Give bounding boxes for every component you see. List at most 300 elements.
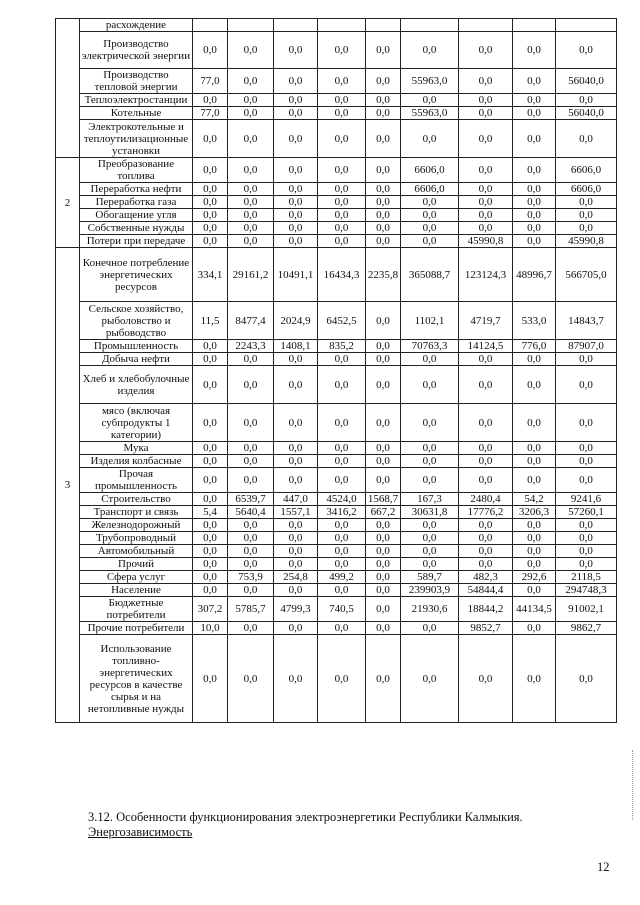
value-cell: 0,0 <box>513 404 556 442</box>
value-cell: 0,0 <box>318 222 366 235</box>
value-cell: 0,0 <box>401 353 459 366</box>
value-cell: 0,0 <box>228 222 274 235</box>
value-cell: 365088,7 <box>401 248 459 302</box>
value-cell: 1568,7 <box>366 493 401 506</box>
value-cell: 294748,3 <box>556 584 617 597</box>
value-cell: 0,0 <box>318 366 366 404</box>
value-cell: 0,0 <box>401 404 459 442</box>
value-cell: 45990,8 <box>556 235 617 248</box>
value-cell: 0,0 <box>556 94 617 107</box>
value-cell: 0,0 <box>513 455 556 468</box>
table-row <box>56 94 617 107</box>
value-cell: 0,0 <box>401 32 459 69</box>
value-cell <box>366 19 401 32</box>
value-cell: 0,0 <box>318 622 366 635</box>
value-cell: 0,0 <box>318 94 366 107</box>
value-cell: 0,0 <box>459 404 513 442</box>
row-label-cell: Теплоэлектростанции <box>80 94 193 107</box>
value-cell: 30631,8 <box>401 506 459 519</box>
value-cell: 0,0 <box>556 404 617 442</box>
value-cell: 0,0 <box>401 558 459 571</box>
value-cell: 0,0 <box>513 120 556 158</box>
table-row <box>56 584 617 597</box>
value-cell: 16434,3 <box>318 248 366 302</box>
value-cell: 0,0 <box>513 107 556 120</box>
value-cell: 0,0 <box>459 107 513 120</box>
value-cell: 753,9 <box>228 571 274 584</box>
value-cell: 0,0 <box>366 32 401 69</box>
value-cell: 0,0 <box>274 353 318 366</box>
value-cell: 0,0 <box>193 545 228 558</box>
value-cell: 0,0 <box>459 545 513 558</box>
energy-balance-table <box>55 18 617 723</box>
value-cell: 5640,4 <box>228 506 274 519</box>
value-cell: 2024,9 <box>274 302 318 340</box>
value-cell: 0,0 <box>401 366 459 404</box>
value-cell: 0,0 <box>366 558 401 571</box>
value-cell: 0,0 <box>556 196 617 209</box>
value-cell: 6606,0 <box>556 158 617 183</box>
row-label-cell: Сельское хозяйство, рыболовство и рыбоводство <box>80 302 193 340</box>
value-cell: 0,0 <box>401 455 459 468</box>
section-number-cell <box>56 19 80 158</box>
value-cell: 0,0 <box>274 69 318 94</box>
value-cell <box>401 19 459 32</box>
row-label-cell: Транспорт и связь <box>80 506 193 519</box>
value-cell: 0,0 <box>318 235 366 248</box>
value-cell: 0,0 <box>401 468 459 493</box>
value-cell: 0,0 <box>366 635 401 723</box>
page-number: 12 <box>597 860 610 874</box>
value-cell <box>193 19 228 32</box>
row-label-cell: Переработка газа <box>80 196 193 209</box>
value-cell: 87907,0 <box>556 340 617 353</box>
value-cell: 0,0 <box>513 158 556 183</box>
value-cell: 0,0 <box>366 94 401 107</box>
value-cell: 0,0 <box>318 635 366 723</box>
value-cell: 18844,2 <box>459 597 513 622</box>
value-cell: 0,0 <box>513 532 556 545</box>
value-cell: 0,0 <box>318 107 366 120</box>
value-cell: 57260,1 <box>556 506 617 519</box>
value-cell: 0,0 <box>366 120 401 158</box>
table-row <box>56 597 617 622</box>
value-cell: 77,0 <box>193 69 228 94</box>
value-cell: 589,7 <box>401 571 459 584</box>
table-row <box>56 635 617 723</box>
value-cell: 0,0 <box>513 235 556 248</box>
value-cell: 0,0 <box>459 209 513 222</box>
value-cell: 0,0 <box>556 366 617 404</box>
value-cell: 6539,7 <box>228 493 274 506</box>
value-cell: 0,0 <box>318 196 366 209</box>
value-cell: 0,0 <box>193 571 228 584</box>
value-cell: 0,0 <box>459 196 513 209</box>
value-cell: 123124,3 <box>459 248 513 302</box>
value-cell: 0,0 <box>193 353 228 366</box>
value-cell: 0,0 <box>228 455 274 468</box>
value-cell <box>513 19 556 32</box>
value-cell: 0,0 <box>193 120 228 158</box>
value-cell: 0,0 <box>513 468 556 493</box>
value-cell <box>459 19 513 32</box>
value-cell: 0,0 <box>228 404 274 442</box>
value-cell: 0,0 <box>274 120 318 158</box>
table-row <box>56 19 617 32</box>
row-label-cell: Обогащение угля <box>80 209 193 222</box>
value-cell: 0,0 <box>228 558 274 571</box>
value-cell: 0,0 <box>274 622 318 635</box>
value-cell: 0,0 <box>193 366 228 404</box>
value-cell: 10,0 <box>193 622 228 635</box>
value-cell: 54844,4 <box>459 584 513 597</box>
value-cell: 0,0 <box>513 196 556 209</box>
value-cell: 533,0 <box>513 302 556 340</box>
value-cell: 0,0 <box>228 209 274 222</box>
value-cell: 0,0 <box>556 558 617 571</box>
value-cell: 254,8 <box>274 571 318 584</box>
table-row <box>56 532 617 545</box>
table-row <box>56 196 617 209</box>
value-cell: 0,0 <box>459 32 513 69</box>
value-cell: 0,0 <box>459 532 513 545</box>
value-cell: 0,0 <box>228 468 274 493</box>
value-cell: 0,0 <box>513 622 556 635</box>
value-cell: 0,0 <box>401 635 459 723</box>
value-cell: 0,0 <box>366 340 401 353</box>
row-label-cell: Прочий <box>80 558 193 571</box>
value-cell: 0,0 <box>318 404 366 442</box>
value-cell: 0,0 <box>401 222 459 235</box>
row-label-cell: Автомобильный <box>80 545 193 558</box>
value-cell: 0,0 <box>228 366 274 404</box>
value-cell: 0,0 <box>228 532 274 545</box>
value-cell: 0,0 <box>401 94 459 107</box>
table-body <box>56 19 617 723</box>
value-cell: 70763,3 <box>401 340 459 353</box>
value-cell: 0,0 <box>193 235 228 248</box>
value-cell: 0,0 <box>556 120 617 158</box>
value-cell: 0,0 <box>459 94 513 107</box>
value-cell: 0,0 <box>228 635 274 723</box>
value-cell: 48996,7 <box>513 248 556 302</box>
table-row <box>56 366 617 404</box>
value-cell: 307,2 <box>193 597 228 622</box>
value-cell: 0,0 <box>228 519 274 532</box>
value-cell: 0,0 <box>274 468 318 493</box>
value-cell: 0,0 <box>366 107 401 120</box>
value-cell: 0,0 <box>366 519 401 532</box>
value-cell: 0,0 <box>228 196 274 209</box>
value-cell: 0,0 <box>274 635 318 723</box>
value-cell: 0,0 <box>274 94 318 107</box>
value-cell: 0,0 <box>193 340 228 353</box>
value-cell: 0,0 <box>274 519 318 532</box>
value-cell: 0,0 <box>193 519 228 532</box>
value-cell: 776,0 <box>513 340 556 353</box>
value-cell: 0,0 <box>401 545 459 558</box>
section-number-cell: 3 <box>56 248 80 723</box>
row-label-cell: Добыча нефти <box>80 353 193 366</box>
value-cell: 0,0 <box>401 622 459 635</box>
table-row <box>56 468 617 493</box>
value-cell: 0,0 <box>459 455 513 468</box>
section-heading <box>88 810 523 840</box>
value-cell: 0,0 <box>193 468 228 493</box>
value-cell: 91002,1 <box>556 597 617 622</box>
row-label-cell: Сфера услуг <box>80 571 193 584</box>
section-heading-line1: 3.12. Особенности функционирования электроэнергетики Республики Калмыкия. <box>88 810 523 824</box>
value-cell: 0,0 <box>274 235 318 248</box>
value-cell: 835,2 <box>318 340 366 353</box>
value-cell: 0,0 <box>366 353 401 366</box>
table-row <box>56 222 617 235</box>
value-cell: 0,0 <box>274 545 318 558</box>
value-cell: 0,0 <box>274 584 318 597</box>
value-cell: 0,0 <box>459 558 513 571</box>
value-cell: 21930,6 <box>401 597 459 622</box>
value-cell: 0,0 <box>556 545 617 558</box>
value-cell: 2243,3 <box>228 340 274 353</box>
value-cell: 5785,7 <box>228 597 274 622</box>
value-cell: 54,2 <box>513 493 556 506</box>
table-row <box>56 404 617 442</box>
value-cell: 0,0 <box>318 545 366 558</box>
value-cell: 2480,4 <box>459 493 513 506</box>
table-row <box>56 353 617 366</box>
value-cell: 0,0 <box>459 519 513 532</box>
value-cell: 0,0 <box>556 32 617 69</box>
value-cell: 0,0 <box>274 558 318 571</box>
value-cell: 9862,7 <box>556 622 617 635</box>
value-cell: 0,0 <box>193 584 228 597</box>
value-cell: 0,0 <box>228 107 274 120</box>
value-cell: 0,0 <box>366 622 401 635</box>
value-cell: 0,0 <box>228 32 274 69</box>
value-cell: 8477,4 <box>228 302 274 340</box>
row-label-cell: Преобразование топлива <box>80 158 193 183</box>
value-cell: 0,0 <box>513 442 556 455</box>
value-cell: 14843,7 <box>556 302 617 340</box>
value-cell: 3206,3 <box>513 506 556 519</box>
value-cell: 0,0 <box>513 94 556 107</box>
row-label-cell: Строительство <box>80 493 193 506</box>
table-row <box>56 545 617 558</box>
value-cell: 0,0 <box>228 69 274 94</box>
value-cell: 0,0 <box>318 120 366 158</box>
value-cell: 0,0 <box>228 235 274 248</box>
value-cell: 0,0 <box>513 545 556 558</box>
value-cell: 0,0 <box>318 32 366 69</box>
row-label-cell: Производство электрической энергии <box>80 32 193 69</box>
value-cell: 0,0 <box>193 442 228 455</box>
value-cell: 0,0 <box>274 183 318 196</box>
table-row <box>56 248 617 302</box>
value-cell: 0,0 <box>274 107 318 120</box>
value-cell: 0,0 <box>366 571 401 584</box>
value-cell: 0,0 <box>318 69 366 94</box>
value-cell: 0,0 <box>193 32 228 69</box>
value-cell: 10491,1 <box>274 248 318 302</box>
row-label-cell: Потери при передаче <box>80 235 193 248</box>
value-cell: 0,0 <box>274 455 318 468</box>
value-cell: 0,0 <box>459 120 513 158</box>
value-cell: 5,4 <box>193 506 228 519</box>
value-cell: 0,0 <box>366 366 401 404</box>
section-number-cell: 2 <box>56 158 80 248</box>
value-cell: 334,1 <box>193 248 228 302</box>
value-cell: 0,0 <box>274 158 318 183</box>
value-cell: 0,0 <box>513 366 556 404</box>
table-row <box>56 69 617 94</box>
value-cell: 0,0 <box>556 209 617 222</box>
row-label-cell: Собственные нужды <box>80 222 193 235</box>
value-cell: 0,0 <box>513 32 556 69</box>
row-label-cell: Бюджетные потребители <box>80 597 193 622</box>
value-cell: 740,5 <box>318 597 366 622</box>
row-label-cell: мясо (включая субпродукты 1 категории) <box>80 404 193 442</box>
value-cell: 0,0 <box>366 532 401 545</box>
value-cell: 0,0 <box>366 404 401 442</box>
value-cell: 6606,0 <box>556 183 617 196</box>
value-cell: 0,0 <box>513 558 556 571</box>
value-cell <box>274 19 318 32</box>
value-cell: 447,0 <box>274 493 318 506</box>
table-row <box>56 442 617 455</box>
value-cell: 0,0 <box>459 158 513 183</box>
value-cell: 0,0 <box>401 235 459 248</box>
value-cell: 566705,0 <box>556 248 617 302</box>
value-cell: 0,0 <box>366 597 401 622</box>
value-cell: 0,0 <box>193 558 228 571</box>
value-cell: 2118,5 <box>556 571 617 584</box>
section-heading-line2: Энергозависимость <box>88 825 193 839</box>
value-cell: 0,0 <box>366 442 401 455</box>
value-cell: 0,0 <box>366 196 401 209</box>
row-label-cell: Промышленность <box>80 340 193 353</box>
value-cell: 0,0 <box>318 519 366 532</box>
value-cell <box>318 19 366 32</box>
value-cell: 0,0 <box>318 532 366 545</box>
value-cell: 0,0 <box>556 455 617 468</box>
value-cell: 0,0 <box>228 183 274 196</box>
value-cell: 0,0 <box>459 222 513 235</box>
value-cell: 44134,5 <box>513 597 556 622</box>
value-cell: 0,0 <box>459 468 513 493</box>
value-cell: 29161,2 <box>228 248 274 302</box>
value-cell: 0,0 <box>459 69 513 94</box>
value-cell: 482,3 <box>459 571 513 584</box>
value-cell: 0,0 <box>401 120 459 158</box>
table-row <box>56 506 617 519</box>
value-cell: 45990,8 <box>459 235 513 248</box>
value-cell: 0,0 <box>228 545 274 558</box>
table-row <box>56 235 617 248</box>
value-cell: 0,0 <box>459 442 513 455</box>
row-label-cell: Использование топливно-энергетических ресурсов в качестве сырья и на нетопливные нужды <box>80 635 193 723</box>
value-cell: 0,0 <box>318 183 366 196</box>
value-cell: 0,0 <box>556 353 617 366</box>
value-cell: 0,0 <box>401 209 459 222</box>
value-cell: 0,0 <box>228 158 274 183</box>
value-cell: 0,0 <box>228 442 274 455</box>
value-cell: 0,0 <box>274 32 318 69</box>
value-cell: 0,0 <box>401 519 459 532</box>
value-cell: 0,0 <box>401 196 459 209</box>
row-label-cell: Производство тепловой энергии <box>80 69 193 94</box>
value-cell: 0,0 <box>274 404 318 442</box>
value-cell: 1408,1 <box>274 340 318 353</box>
value-cell: 0,0 <box>556 519 617 532</box>
value-cell: 17776,2 <box>459 506 513 519</box>
table-row <box>56 455 617 468</box>
value-cell: 0,0 <box>513 69 556 94</box>
value-cell: 0,0 <box>366 222 401 235</box>
value-cell: 0,0 <box>366 209 401 222</box>
value-cell <box>228 19 274 32</box>
value-cell: 0,0 <box>228 120 274 158</box>
value-cell: 0,0 <box>193 635 228 723</box>
value-cell: 4799,3 <box>274 597 318 622</box>
value-cell: 4719,7 <box>459 302 513 340</box>
value-cell: 0,0 <box>513 222 556 235</box>
value-cell: 0,0 <box>193 94 228 107</box>
value-cell: 9241,6 <box>556 493 617 506</box>
value-cell: 0,0 <box>459 635 513 723</box>
value-cell: 0,0 <box>513 353 556 366</box>
table-row <box>56 622 617 635</box>
value-cell: 55963,0 <box>401 69 459 94</box>
value-cell: 0,0 <box>318 558 366 571</box>
value-cell: 0,0 <box>228 353 274 366</box>
value-cell: 0,0 <box>193 196 228 209</box>
value-cell: 0,0 <box>366 69 401 94</box>
value-cell: 0,0 <box>513 584 556 597</box>
table-row <box>56 493 617 506</box>
value-cell: 0,0 <box>274 532 318 545</box>
value-cell: 0,0 <box>366 302 401 340</box>
value-cell: 2235,8 <box>366 248 401 302</box>
value-cell: 0,0 <box>193 209 228 222</box>
value-cell: 0,0 <box>193 158 228 183</box>
value-cell: 1102,1 <box>401 302 459 340</box>
row-label-cell: Мука <box>80 442 193 455</box>
row-label-cell: Конечное потребление энергетических ресурсов <box>80 248 193 302</box>
value-cell: 9852,7 <box>459 622 513 635</box>
table-row <box>56 209 617 222</box>
table-row <box>56 519 617 532</box>
value-cell: 77,0 <box>193 107 228 120</box>
table-row <box>56 558 617 571</box>
value-cell: 499,2 <box>318 571 366 584</box>
value-cell: 0,0 <box>318 158 366 183</box>
row-label-cell: Хлеб и хлебобулочные изделия <box>80 366 193 404</box>
value-cell: 14124,5 <box>459 340 513 353</box>
row-label-cell: Переработка нефти <box>80 183 193 196</box>
value-cell: 0,0 <box>318 455 366 468</box>
value-cell: 3416,2 <box>318 506 366 519</box>
table-row <box>56 183 617 196</box>
value-cell: 0,0 <box>193 183 228 196</box>
row-label-cell: расхождение <box>80 19 193 32</box>
value-cell: 0,0 <box>556 468 617 493</box>
value-cell: 0,0 <box>366 584 401 597</box>
value-cell: 56040,0 <box>556 107 617 120</box>
value-cell <box>556 19 617 32</box>
value-cell: 0,0 <box>318 442 366 455</box>
value-cell: 0,0 <box>513 519 556 532</box>
row-label-cell: Трубопроводный <box>80 532 193 545</box>
